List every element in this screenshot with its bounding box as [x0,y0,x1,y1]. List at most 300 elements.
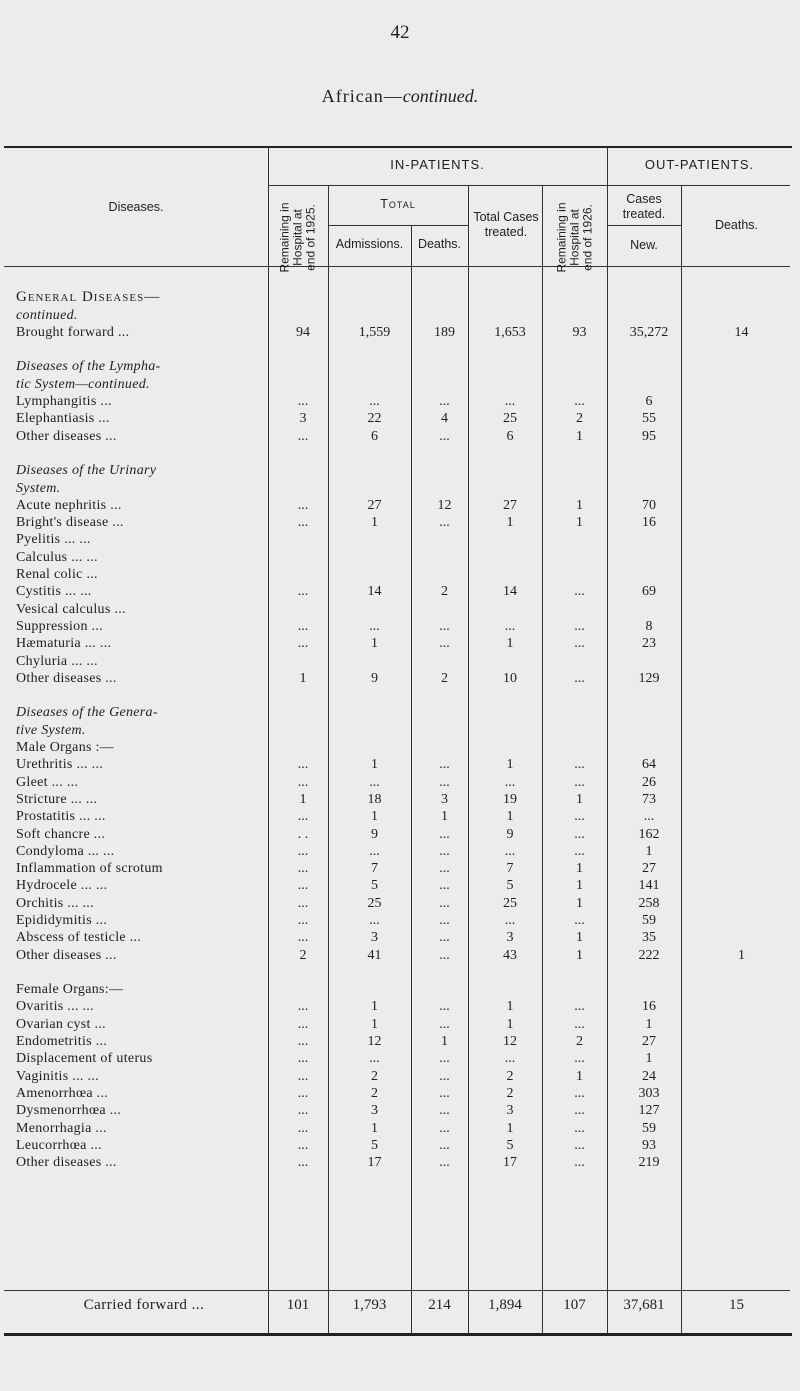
row-cell [686,929,797,946]
row-cell: ... [439,636,450,652]
row-label [4,687,273,704]
row-cell: 1 [371,999,378,1015]
row-cell [473,341,547,358]
row-cell [333,653,416,670]
row-cell: ... [369,774,380,790]
row-cell [473,531,547,548]
row-cell [473,739,547,756]
row-cell: 2 [576,411,583,427]
table-top-rule [4,146,792,148]
row-cell [333,341,416,358]
row-cell: ... [643,809,655,825]
row-cell [273,358,333,375]
section-heading-row [4,307,797,324]
row-label: Hæmaturia ... ... [16,636,112,652]
row-cell [686,583,797,600]
row-cell: ... [574,394,585,410]
row-cell [686,497,797,514]
row-label: Calculus ... ... [16,549,98,565]
row-cell: 2 [441,584,448,600]
row-cell: 26 [642,774,656,790]
header-new: New. [630,238,658,252]
row-cell [473,549,547,566]
row-cell [612,462,686,479]
row-cell: 5 [371,1137,378,1153]
row-cell [273,964,333,981]
row-cell [416,272,473,289]
row-cell: 222 [638,947,660,963]
row-cell [333,480,416,497]
table-row [4,566,797,583]
header-admissions: Admissions. [335,237,404,251]
row-cell: ... [297,497,309,513]
row-cell: 14 [503,584,517,600]
row-cell [686,964,797,981]
row-cell: 12 [503,1034,517,1050]
row-label: continued. [16,307,78,323]
table-row [4,1033,797,1050]
row-cell: 41 [367,947,382,963]
row-cell: 1 [371,757,378,773]
row-cell [473,964,547,981]
row-cell: ... [574,636,585,652]
row-cell: ... [439,1137,450,1153]
row-cell: ... [369,843,380,859]
row-cell [273,307,333,324]
section-heading-row [4,480,797,497]
row-cell [686,514,797,531]
carried-forward-cell: 1,793 [352,1297,387,1313]
row-cell [333,687,416,704]
carried-forward-cell: 101 [286,1297,310,1313]
row-cell [473,704,547,721]
row-cell: ... [574,1155,585,1171]
row-cell [686,981,797,998]
row-cell [416,531,473,548]
row-cell: ... [297,1034,309,1050]
row-cell: . . [297,826,309,842]
header-out-deaths: Deaths. [714,218,759,232]
row-cell: 1 [506,515,514,531]
row-cell [273,653,333,670]
row-cell: ... [297,878,309,894]
row-cell: 6 [371,428,378,444]
row-cell [547,272,612,289]
header-remaining-1925: Remaining in Hospital at end of 1925. [277,202,318,273]
row-cell: 23 [642,636,656,652]
table-row [4,428,797,445]
row-cell [473,289,547,306]
row-cell: ... [297,1085,309,1101]
row-cell: 2 [506,1085,514,1101]
table-row [4,929,797,946]
row-label: Inflammation of scrotum [16,861,163,877]
header-total [328,197,468,212]
row-label: Brought forward ... [16,324,130,340]
row-cell: 5 [506,1137,514,1153]
row-cell: ... [574,1120,585,1136]
row-cell: ... [439,861,450,877]
table-row [4,497,797,514]
row-label: Stricture ... ... [16,791,98,807]
row-cell: 17 [367,1155,382,1171]
row-cell: ... [297,809,309,825]
row-cell: 258 [638,895,660,911]
row-cell: ... [504,774,516,790]
row-cell [612,358,686,375]
row-cell: ... [574,774,585,790]
row-cell: ... [574,1051,585,1067]
row-cell: ... [439,843,450,859]
row-cell [547,549,612,566]
row-label: Ovarian cyst ... [16,1016,106,1032]
table-row [4,618,797,635]
row-cell: 25 [367,895,382,911]
row-cell: 27 [642,1034,656,1050]
row-cell [686,722,797,739]
table-row [4,410,797,427]
row-cell [612,704,686,721]
row-cell: ... [297,861,309,877]
table-row [4,601,797,618]
row-cell: 1 [371,1120,378,1136]
row-cell: ... [369,1051,380,1067]
row-cell [686,462,797,479]
row-cell [612,653,686,670]
row-cell: ... [574,999,585,1015]
row-cell [547,462,612,479]
row-cell [416,739,473,756]
row-cell: ... [439,947,450,963]
row-cell: 24 [642,1068,656,1084]
row-cell: 2 [506,1068,514,1084]
row-cell [333,462,416,479]
row-cell: 303 [638,1085,660,1101]
row-cell [686,1050,797,1067]
row-cell [612,376,686,393]
row-label: Menorrhagia ... [16,1120,107,1136]
row-label: Acute nephritis ... [16,497,122,513]
row-cell: 27 [367,497,382,513]
row-cell: 2 [371,1085,378,1101]
row-label: Diseases of the Lympha- [16,359,161,375]
row-cell [612,964,686,981]
row-cell: 9 [371,670,378,686]
row-cell [612,272,686,289]
row-cell: 6 [506,428,514,444]
row-cell [612,566,686,583]
carried-forward-cell: 1,894 [488,1297,522,1313]
row-cell [333,739,416,756]
row-label [4,964,273,981]
table-bottom-rule [4,1333,792,1336]
table-row [4,998,797,1015]
row-cell: 1 [506,636,514,652]
row-label: Displacement of uterus [16,1051,153,1067]
row-cell [686,289,797,306]
row-cell: 1,653 [494,324,526,340]
row-label: Cystitis ... ... [16,584,92,600]
row-cell [686,670,797,687]
row-cell [416,307,473,324]
row-cell: ... [369,394,380,410]
row-cell [416,445,473,462]
row-cell: 1 [576,861,583,877]
row-cell [273,722,333,739]
row-cell [686,791,797,808]
row-cell [612,739,686,756]
row-cell: 3 [441,791,448,807]
section-heading-row [4,289,797,306]
row-cell [686,877,797,894]
row-cell: ... [297,843,309,859]
row-cell: ... [439,1103,450,1119]
table-row [4,1085,797,1102]
row-cell [416,964,473,981]
row-cell [686,704,797,721]
row-label: Dysmenorrhœa ... [16,1103,122,1119]
row-cell: 14 [734,324,749,340]
page-title-sub: continued. [402,86,479,106]
table-row [4,1050,797,1067]
row-label: Renal colic ... [16,567,98,583]
row-cell [547,566,612,583]
table-row [4,739,797,756]
row-cell: 55 [642,411,656,427]
row-cell [273,531,333,548]
row-cell [686,895,797,912]
row-cell [686,307,797,324]
row-cell: ... [439,1068,450,1084]
row-cell [416,704,473,721]
row-cell [273,289,333,306]
row-cell [333,722,416,739]
row-cell [686,1154,797,1171]
row-cell [333,289,416,306]
row-cell: 16 [642,515,656,531]
row-label: Bright's disease ... [16,515,124,531]
row-cell: ... [439,757,450,773]
row-cell: 1 [371,636,378,652]
table-row [4,1016,797,1033]
section-heading-row [4,462,797,479]
table-row [4,1102,797,1119]
table-row [4,1068,797,1085]
row-label: Elephantiasis ... [16,411,110,427]
row-cell: ... [439,394,450,410]
row-cell: ... [574,1137,585,1153]
row-cell: ... [439,515,450,531]
row-cell [473,376,547,393]
row-cell: 17 [503,1155,517,1171]
row-cell: 35 [642,930,656,946]
row-cell: 8 [645,618,653,634]
row-cell [273,445,333,462]
row-cell: ... [439,1120,450,1136]
row-cell [686,410,797,427]
row-cell: ... [297,1103,309,1119]
row-cell [686,601,797,618]
row-cell: 1 [506,757,514,773]
row-cell [686,843,797,860]
table-row [4,756,797,773]
header-divider-sub-cases [607,225,681,226]
row-cell [416,981,473,998]
row-cell: 1 [576,878,583,894]
row-cell: ... [439,1085,450,1101]
row-cell [416,722,473,739]
row-cell: 27 [642,861,656,877]
row-cell: 18 [367,791,382,807]
row-cell: ... [574,1103,585,1119]
row-cell: ... [297,1068,309,1084]
row-cell [686,1137,797,1154]
data-table [4,272,797,1171]
row-cell [686,860,797,877]
row-label: Urethritis ... ... [16,757,104,773]
row-cell: 70 [642,497,656,513]
row-cell: ... [439,428,450,444]
row-cell [547,739,612,756]
header-divider-top [268,185,790,186]
table-row [4,947,797,964]
header-deaths: Deaths. [417,237,462,251]
row-cell: 19 [503,791,517,807]
table-row [4,808,797,825]
row-cell [686,393,797,410]
row-cell [686,912,797,929]
row-cell: 1 [506,1016,514,1032]
row-cell [333,445,416,462]
row-cell: 1 [576,930,583,946]
row-cell: 1 [576,428,583,444]
row-label [4,272,273,289]
row-cell [273,704,333,721]
row-cell [273,376,333,393]
row-label: Abscess of testicle ... [16,930,142,946]
row-cell [473,601,547,618]
row-cell: ... [439,1051,450,1067]
carried-forward-cell: 107 [563,1297,586,1313]
page-number: 42 [390,22,410,43]
header-total-text: Total [380,197,416,211]
row-cell [686,998,797,1015]
row-label: Condyloma ... ... [16,843,115,859]
row-cell [547,341,612,358]
row-label: Other diseases ... [16,947,117,963]
row-cell [612,307,686,324]
row-label: Female Organs:— [16,982,124,998]
row-cell [273,341,333,358]
row-cell [416,549,473,566]
header-out-patients: OUT-PATIENTS. [644,157,755,172]
row-cell [686,774,797,791]
row-cell [686,341,797,358]
row-cell: 2 [576,1034,583,1050]
row-cell [612,601,686,618]
row-cell [333,704,416,721]
table-row [4,1154,797,1171]
header-bottom-rule [4,266,790,267]
row-label: Ovaritis ... ... [16,999,94,1015]
row-cell [273,687,333,704]
row-cell: 1 [576,895,583,911]
row-cell: 1 [506,999,514,1015]
row-cell [547,981,612,998]
row-cell: ... [439,999,450,1015]
row-cell [686,566,797,583]
row-cell [686,480,797,497]
table-row [4,653,797,670]
row-cell [686,1033,797,1050]
row-cell [547,480,612,497]
row-cell: ... [297,1016,309,1032]
row-cell [686,1120,797,1137]
row-cell [547,653,612,670]
row-cell: 141 [638,878,660,894]
row-cell: ... [297,930,309,946]
row-cell [686,635,797,652]
row-label: Leucorrhœa ... [16,1137,102,1153]
section-heading-row [4,704,797,721]
row-cell: ... [297,584,309,600]
row-cell [686,1102,797,1119]
row-cell: 93 [642,1137,656,1153]
row-cell: ... [297,636,309,652]
row-cell [416,376,473,393]
row-cell [473,566,547,583]
row-label: Endometritis ... [16,1034,108,1050]
row-label: Chyluria ... ... [16,653,98,669]
row-cell: 1 [506,1120,514,1136]
row-cell [547,704,612,721]
row-label: Suppression ... [16,618,103,634]
row-cell [612,722,686,739]
row-cell [416,601,473,618]
carried-forward-cell: 214 [428,1297,451,1313]
row-cell [416,462,473,479]
row-cell [473,358,547,375]
row-cell [333,964,416,981]
row-cell [612,687,686,704]
row-cell: ... [574,843,585,859]
row-cell: 93 [572,324,587,340]
row-cell [333,981,416,998]
row-cell: ... [439,774,450,790]
row-cell: 1 [576,791,583,807]
row-cell: 3 [371,930,378,946]
row-cell [333,531,416,548]
row-label: Other diseases ... [16,1155,117,1171]
row-cell: 1 [645,1016,653,1032]
row-cell [333,566,416,583]
row-cell [547,531,612,548]
row-cell: 1 [576,497,583,513]
row-label: Gleet ... ... [16,774,79,790]
row-cell [333,307,416,324]
row-cell [686,687,797,704]
row-cell [333,376,416,393]
row-cell [547,358,612,375]
row-cell: 22 [367,411,382,427]
row-cell [273,739,333,756]
section-heading-row [4,376,797,393]
row-cell: 3 [506,1103,514,1119]
table-row [4,1137,797,1154]
row-cell [473,653,547,670]
row-label: Male Organs :— [16,740,115,756]
row-label: Diseases of the Genera- [16,705,158,721]
